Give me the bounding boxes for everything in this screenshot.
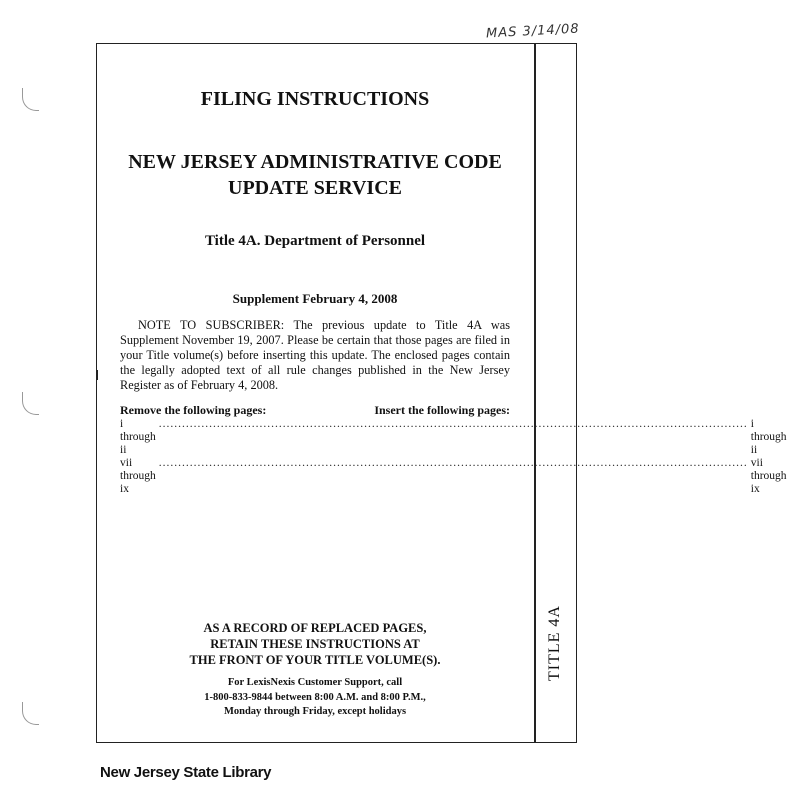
handwritten-date-mark: MAS 3/14/08 [485, 21, 580, 42]
insert-pages-header: Insert the following pages: [374, 403, 510, 417]
library-stamp: New Jersey State Library [100, 764, 272, 781]
document-title: FILING INSTRUCTIONS [200, 88, 430, 110]
subtitle-line: UPDATE SERVICE [228, 177, 402, 199]
record-line: RETAIN THESE INSTRUCTIONS AT [210, 637, 420, 651]
record-instructions [120, 620, 510, 668]
insert-pages-cell: vii through ix [750, 457, 787, 495]
remove-pages-header: Remove the following pages: [120, 403, 267, 417]
support-line: Monday through Friday, except holidays [223, 706, 407, 717]
spine-label: TITLE 4A [546, 605, 564, 681]
department-heading: Title 4A. Department of Personnel [204, 233, 426, 249]
record-line: THE FRONT OF YOUR TITLE VOLUME(S). [189, 653, 441, 667]
support-line: 1-800-833-9844 between 8:00 A.M. and 8:00 P.M., [204, 691, 426, 703]
punch-hole-mark [22, 88, 39, 111]
margin-tick [96, 370, 98, 380]
leader-dots: ........................................................................................................................................................ [158, 418, 748, 430]
record-line: AS A RECORD OF REPLACED PAGES, [203, 621, 427, 635]
remove-pages-cell: vii through ix [120, 457, 156, 495]
subtitle-line: NEW JERSEY ADMINISTRATIVE CODE [128, 151, 502, 173]
supplement-heading: Supplement February 4, 2008 [232, 291, 398, 306]
support-line: For LexisNexis Customer Support, call [227, 677, 403, 688]
document-subtitle [120, 149, 510, 201]
spine-tab [530, 593, 580, 693]
insert-pages-cell: i through ii [750, 418, 787, 456]
punch-hole-mark [22, 702, 39, 725]
document-body [120, 88, 787, 496]
leader-dots: ........................................................................................................................................................ [158, 457, 748, 469]
remove-pages-cell: i through ii [120, 418, 156, 456]
customer-support-info [120, 676, 510, 720]
table-row [120, 457, 787, 496]
subscriber-note: NOTE TO SUBSCRIBER: The previous update to Title 4A was Supplement November 19, 2007. Please be certain that those pages are filed in your Title volume(s) before inserting this update. The enclosed pages contain the legally adopted text of all rule changes published in the New Jersey Register as of February 4, 2008. [120, 318, 510, 392]
punch-hole-mark [22, 392, 39, 415]
pages-table-header [120, 403, 510, 418]
table-row [120, 418, 787, 457]
